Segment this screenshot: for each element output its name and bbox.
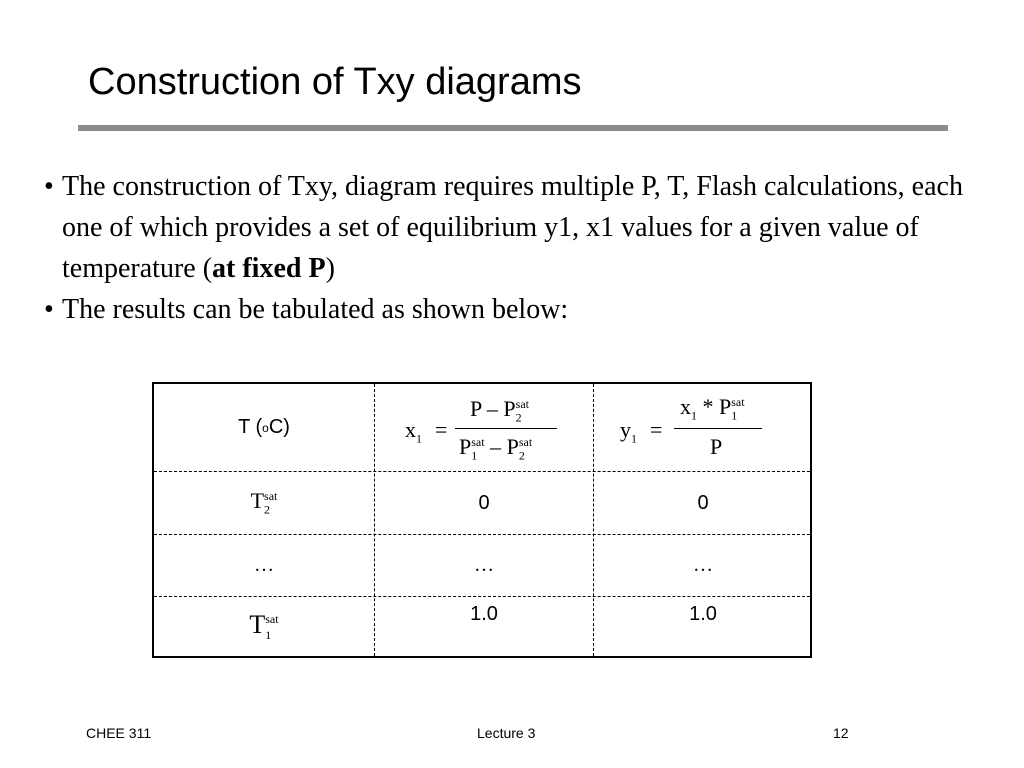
y1-fraction-bar (674, 428, 762, 429)
y1-numerator: $x_1 * P_1^{sat}$ (680, 394, 745, 423)
x1-denominator: $P_1^{sat} - P_2^{sat}$ (459, 434, 533, 463)
slide-title: Construction of Txy diagrams (88, 61, 582, 103)
t2-sat-symbol: $T_2^{sat}$ (250, 488, 278, 517)
row-2-x1: … (474, 554, 494, 576)
bullet-list (40, 166, 1000, 330)
bullet-1-text: The construction of Txy, diagram requires multiple P, T, Flash calculations, each one of which provides a set of equilibrium y1, x1 values for a given value of temperature ( (62, 171, 963, 284)
row-3-y1: 1.0 (689, 602, 717, 625)
header-t-unit: C) (268, 416, 290, 438)
bullet-1-closing: ) (325, 253, 335, 284)
row-1-x1: 0 (478, 491, 490, 514)
y1-lhs: $y_1$ (620, 417, 637, 446)
t1-sat-symbol: $T_1^{sat}$ (249, 609, 279, 643)
results-table (152, 382, 812, 658)
x1-lhs: $x_1$ (405, 417, 422, 446)
x1-numerator: P – $P_2^{sat}$ (470, 396, 529, 425)
row-3-temperature (154, 597, 374, 656)
row-3-x1: 1.0 (470, 602, 498, 625)
row-1-temperature (154, 472, 374, 534)
bullet-item-1 (40, 166, 1000, 289)
footer-course: CHEE 311 (86, 725, 152, 741)
y1-equals: = (650, 417, 663, 442)
header-t-degree: o (262, 420, 269, 435)
bullet-marker: • (44, 294, 54, 325)
header-x1-equation (375, 384, 593, 471)
row-2-y1: … (693, 554, 713, 576)
header-y1-equation (594, 384, 812, 471)
header-temperature (154, 384, 374, 471)
y1-denominator: P (710, 434, 723, 459)
bullet-item-2 (40, 289, 1000, 330)
title-underline (78, 125, 948, 131)
header-t-label: T ( (238, 416, 263, 438)
row-2-temperature: … (254, 554, 274, 576)
x1-equals: = (435, 417, 448, 442)
bullet-2-text: The results can be tabulated as shown below: (62, 294, 569, 325)
row-1-y1: 0 (697, 491, 709, 514)
bullet-1-bold-text: at fixed P (212, 253, 326, 284)
footer-lecture: Lecture 3 (477, 725, 536, 741)
x1-fraction-bar (455, 428, 557, 429)
footer-page-number: 12 (833, 725, 849, 741)
bullet-marker: • (44, 171, 54, 202)
